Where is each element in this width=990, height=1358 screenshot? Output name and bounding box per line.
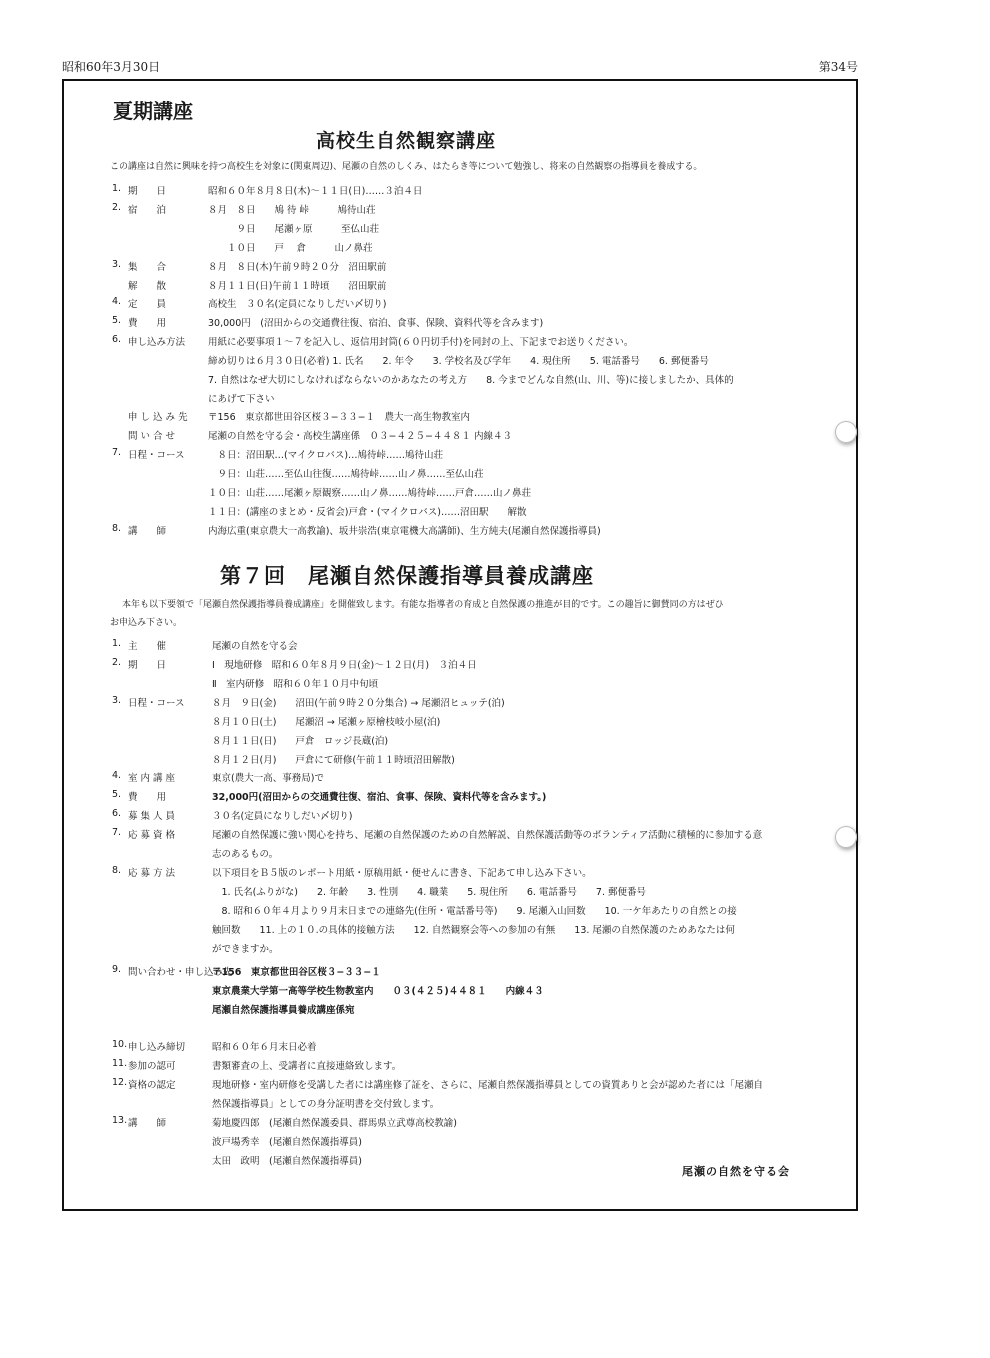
item-number: 4. xyxy=(112,296,122,307)
item-text-line: 32,000円(沼田からの交通費往復、宿泊、食事、保険、資料代等を含みます。) xyxy=(212,792,547,803)
item-text-line: 志のあるもの。 xyxy=(212,849,279,860)
item-text-line: 尾瀬自然保護指導員養成講座係宛 xyxy=(212,1005,355,1016)
item-text-line: 尾瀬の自然保護に強い関心を持ち、尾瀬の自然保護のための自然解説、自然保護活動等のボランティア活動に積極的に参加する意 xyxy=(212,830,763,841)
item-text-line: １１日：(講座のまとめ・反省会)戸倉・(マイクロバス)……沼田駅 解散 xyxy=(208,507,527,518)
item-label: 解 散 xyxy=(128,281,167,292)
item-label: 期 日 xyxy=(128,660,167,671)
item-text-line: １０日：山荘……尾瀬ヶ原観察……山ノ鼻……鳩待峠……戸倉……山ノ鼻荘 xyxy=(208,488,532,499)
item-text-line: 以下項目をＢ５版のレポート用紙・原稿用紙・便せんに書き、下記あて申し込み下さい。 xyxy=(212,868,592,879)
item-text-line: 菊地慶四郎 (尾瀬自然保護委員、群馬県立武尊高校教諭) xyxy=(212,1118,457,1129)
item-label: 申 し 込 み 先 xyxy=(128,412,188,423)
item-text-line: ３０名(定員になりしだい〆切り) xyxy=(212,811,353,822)
item-label: 問 い 合 せ xyxy=(128,431,176,442)
item-number: 1. xyxy=(112,183,122,194)
item-label: 宿 泊 xyxy=(128,205,167,216)
item-number: 3. xyxy=(112,259,122,270)
item-text-line: 7. 自然はなぜ大切にしなければならないのかあなたの考え方 8. 今までどんな自然(山、川、等)に接しましたか、具体的 xyxy=(208,375,734,386)
section1-title: 高校生自然観察講座 xyxy=(316,130,497,152)
item-label: 費 用 xyxy=(128,318,167,329)
item-number: 9. xyxy=(112,964,122,975)
item-text-line: 30,000円 (沼田からの交通費往復、宿泊、食事、保険、資料代等を含みます) xyxy=(208,318,544,329)
item-text-line: 東京農業大学第一高等学校生物教室内 ０３(４２５)４４８１ 内線４３ xyxy=(212,986,544,997)
item-number: 11. xyxy=(112,1058,128,1069)
footer-organization: 尾瀬の自然を守る会 xyxy=(682,1165,790,1178)
item-number: 2. xyxy=(112,657,122,668)
item-number: 8. xyxy=(112,523,122,534)
item-text-line: 1. 氏名(ふりがな) 2. 年齢 3. 性別 4. 職業 5. 現住所 6. 電話番号 7. 郵便番号 xyxy=(212,887,646,898)
item-label: 講 師 xyxy=(128,1118,167,1129)
item-text-line: ９日：山荘……至仏山往復……鳩待峠……山ノ鼻……至仏山荘 xyxy=(208,469,484,480)
item-text-line: ができますか。 xyxy=(212,944,279,955)
section2-intro-line-1: 本年も以下要領で「尾瀬自然保護指導員養成講座」を開催致します。有能な指導者の育成と自然保護の推進が目的です。この趣旨に御賛同の方はぜひ xyxy=(122,600,724,610)
item-number: 12. xyxy=(112,1077,128,1088)
binder-hole-bottom xyxy=(835,826,857,848)
item-number: 1. xyxy=(112,638,122,649)
item-number: 6. xyxy=(112,808,122,819)
item-text-line: 高校生 ３０名(定員になりしだい〆切り) xyxy=(208,299,387,310)
item-text-line: ８日：沼田駅…(マイクロバス)…鳩待峠……鳩待山荘 xyxy=(208,450,444,461)
item-text-line: 尾瀬の自然を守る会・高校生講座係 ０３−４２５−４４８１ 内線４３ xyxy=(208,431,512,442)
item-text-line: 然保護指導員」としての身分証明書を交付致します。 xyxy=(212,1099,440,1110)
item-text-line: ８月１０日(土) 尾瀬沼 → 尾瀬ヶ原檜枝岐小屋(泊) xyxy=(212,717,441,728)
item-number: 5. xyxy=(112,789,122,800)
section2-intro-line-2: お申込み下さい。 xyxy=(110,618,183,628)
item-label: 日程・コース xyxy=(128,698,185,709)
item-label: 募 集 人 員 xyxy=(128,811,176,822)
item-text-line: ８月 ８日(木)午前９時２０分 沼田駅前 xyxy=(208,262,387,273)
item-text-line: 〒156 東京都世田谷区桜３−３３−１ 農大一高生物教室内 xyxy=(208,412,471,423)
item-text-line: 触回数 11. 上の１０.の具体的接触方法 12. 自然観察会等への参加の有無 13. 尾瀬の自然保護のためあなたは何 xyxy=(212,925,735,936)
item-label: 応 募 方 法 xyxy=(128,868,176,879)
item-text-line: 太田 政明 (尾瀬自然保護指導員) xyxy=(212,1156,362,1167)
item-number: 7. xyxy=(112,447,122,458)
item-text-line: 用紙に必要事項１〜７を記入し、返信用封筒(６０円切手付)を同封の上、下記までお送りください。 xyxy=(208,337,634,348)
item-label: 申し込み締切 xyxy=(128,1042,186,1053)
item-text-line: Ⅰ 現地研修 昭和６０年８月９日(金)〜１２日(月) ３泊４日 xyxy=(212,660,477,671)
item-label: 参加の認可 xyxy=(128,1061,176,1072)
item-text-line: Ⅱ 室内研修 昭和６０年１０月中旬頃 xyxy=(212,679,379,690)
item-text-line: ８月１１日(日)午前１１時頃 沼田駅前 xyxy=(208,281,387,292)
item-number: 13. xyxy=(112,1115,128,1126)
item-text-line: １０日 戸 倉 山ノ鼻荘 xyxy=(208,243,373,254)
section1-intro: この講座は自然に興味を持つ高校生を対象に(関東周辺)、尾瀬の自然のしくみ、はたらき等について勉強し、将来の自然観察の指導員を養成する。 xyxy=(110,162,703,172)
item-text-line: ９日 尾瀬ヶ原 至仏山荘 xyxy=(208,224,380,235)
item-text-line: 現地研修・室内研修を受講した者には講座修了証を、さらに、尾瀬自然保護指導員としての資質ありと会が認めた者には「尾瀬自 xyxy=(212,1080,764,1091)
item-text-line: 尾瀬の自然を守る会 xyxy=(212,641,298,652)
item-number: 5. xyxy=(112,315,122,326)
item-label: 定 員 xyxy=(128,299,167,310)
item-number: 4. xyxy=(112,770,122,781)
item-text-line: にあげて下さい xyxy=(208,394,275,405)
section2-title: 第７回 尾瀬自然保護指導員養成講座 xyxy=(220,564,594,588)
item-label: 日程・コース xyxy=(128,450,185,461)
item-label: 期 日 xyxy=(128,186,167,197)
item-label: 集 合 xyxy=(128,262,167,273)
header-issue-number: 第34号 xyxy=(818,60,858,74)
item-label: 応 募 資 格 xyxy=(128,830,176,841)
item-label: 申し込み方法 xyxy=(128,337,186,348)
header-date: 昭和60年3月30日 xyxy=(62,60,161,74)
item-text-line: 昭和６０年８月８日(木)〜１１日(日)……３泊４日 xyxy=(208,186,423,197)
item-text-line: ８月１１日(日) 戸倉 ロッジ長蔵(泊) xyxy=(212,736,389,747)
item-label: 費 用 xyxy=(128,792,167,803)
item-number: 10. xyxy=(112,1039,128,1050)
item-text-line: ８月１２日(月) 戸倉にて研修(午前１１時頃沼田解散) xyxy=(212,755,455,766)
item-number: 3. xyxy=(112,695,122,706)
item-text-line: ８月 ９日(金) 沼田(午前９時２０分集合) → 尾瀬沼ヒュッテ(泊) xyxy=(212,698,505,709)
item-label: 講 師 xyxy=(128,526,167,537)
item-text-line: 8. 昭和６０年４月より９月末日までの連絡先(住所・電話番号等) 9. 尾瀬入山回数 10. 一ケ年あたりの自然との接 xyxy=(212,906,737,917)
item-label: 室 内 講 座 xyxy=(128,773,176,784)
item-text-line: 書類審査の上、受講者に直接連絡致します。 xyxy=(212,1061,402,1072)
item-number: 7. xyxy=(112,827,122,838)
item-label: 資格の認定 xyxy=(128,1080,176,1091)
item-text-line: 内海広重(東京農大一高教諭)、坂井崇浩(東京電機大高講師)、生方純夫(尾瀬自然保護指導員) xyxy=(208,526,601,537)
item-text-line: 昭和６０年６月末日必着 xyxy=(212,1042,317,1053)
item-label: 主 催 xyxy=(128,641,167,652)
item-text-line: 〒156 東京都世田谷区桜３−３３−１ xyxy=(212,967,381,978)
item-number: 6. xyxy=(112,334,122,345)
item-label: 問い合わせ・申し込み先 xyxy=(128,967,233,978)
binder-hole-top xyxy=(835,421,857,443)
item-text-line: 東京(農大一高、事務局)で xyxy=(212,773,324,784)
item-text-line: 波戸場秀幸 (尾瀬自然保護指導員) xyxy=(212,1137,362,1148)
section1-label: 夏期講座 xyxy=(113,99,193,123)
item-text-line: ８月 ８日 鳩 待 峠 鳩待山荘 xyxy=(208,205,376,216)
item-number: 8. xyxy=(112,865,122,876)
item-number: 2. xyxy=(112,202,122,213)
item-text-line: 締め切りは６月３０日(必着) 1. 氏名 2. 年令 3. 学校名及び学年 4. 現住所 5. 電話番号 6. 郵便番号 xyxy=(208,356,709,367)
